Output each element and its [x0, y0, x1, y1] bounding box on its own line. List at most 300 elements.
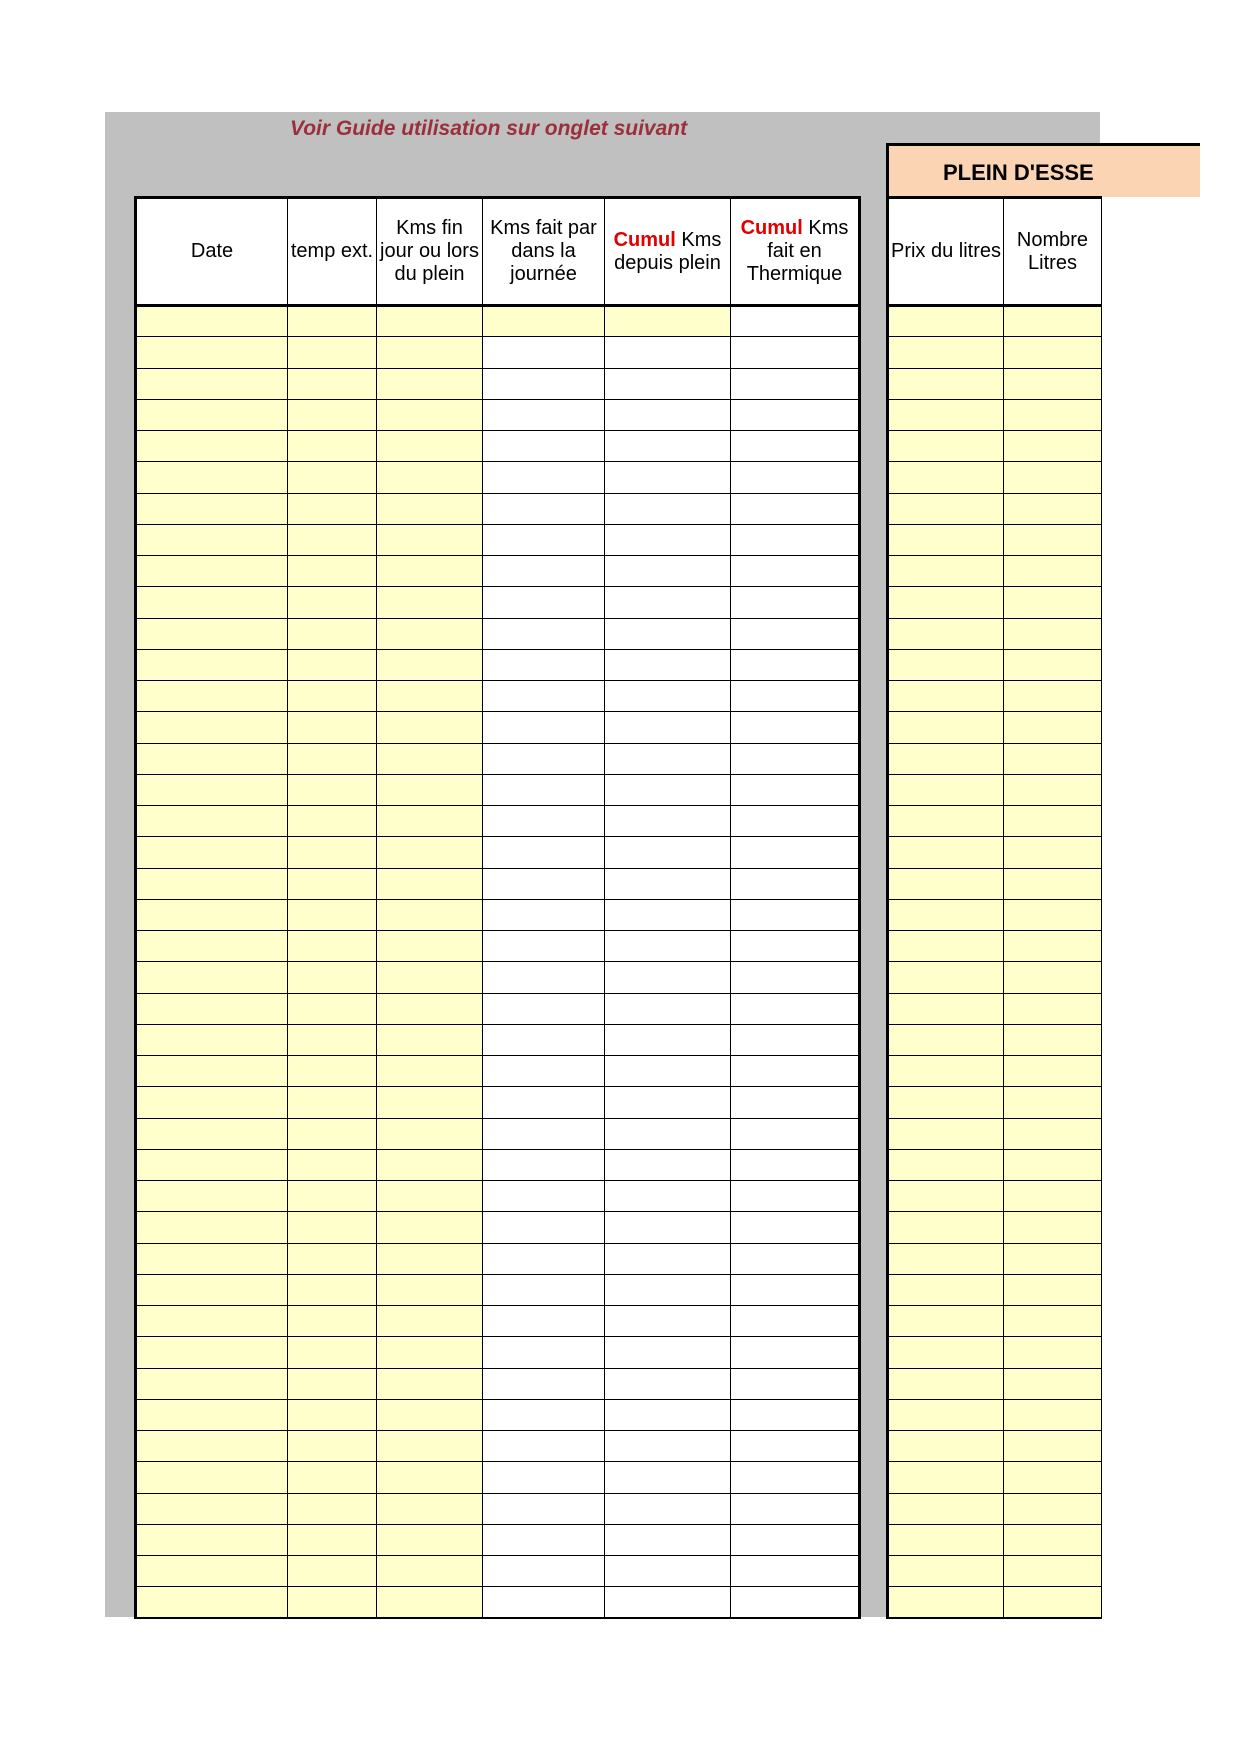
cell-prix[interactable]	[888, 1087, 1004, 1118]
cell-nombre[interactable]	[1004, 868, 1102, 899]
cell-cumul-thermique[interactable]	[731, 806, 860, 837]
cell-cumul-plein[interactable]	[605, 587, 731, 618]
cell-date[interactable]	[136, 1399, 288, 1430]
cell-cumul-thermique[interactable]	[731, 462, 860, 493]
cell-date[interactable]	[136, 931, 288, 962]
cell-kms-fin[interactable]	[377, 868, 483, 899]
cell-prix[interactable]	[888, 649, 1004, 680]
cell-kms-fin[interactable]	[377, 837, 483, 868]
cell-temp[interactable]	[288, 712, 377, 743]
cell-cumul-plein[interactable]	[605, 399, 731, 430]
cell-cumul-thermique[interactable]	[731, 1056, 860, 1087]
cell-temp[interactable]	[288, 1212, 377, 1243]
cell-temp[interactable]	[288, 1368, 377, 1399]
cell-cumul-thermique[interactable]	[731, 649, 860, 680]
cell-cumul-plein[interactable]	[605, 681, 731, 712]
cell-prix[interactable]	[888, 1587, 1004, 1618]
cell-nombre[interactable]	[1004, 1212, 1102, 1243]
cell-cumul-plein[interactable]	[605, 1399, 731, 1430]
cell-cumul-plein[interactable]	[605, 1149, 731, 1180]
cell-nombre[interactable]	[1004, 962, 1102, 993]
cell-cumul-plein[interactable]	[605, 1181, 731, 1212]
cell-cumul-thermique[interactable]	[731, 1399, 860, 1430]
cell-kms-fait[interactable]	[483, 1118, 605, 1149]
cell-kms-fin[interactable]	[377, 337, 483, 368]
cell-kms-fait[interactable]	[483, 931, 605, 962]
cell-nombre[interactable]	[1004, 1399, 1102, 1430]
cell-temp[interactable]	[288, 806, 377, 837]
cell-cumul-thermique[interactable]	[731, 681, 860, 712]
cell-nombre[interactable]	[1004, 1274, 1102, 1305]
cell-date[interactable]	[136, 1462, 288, 1493]
cell-prix[interactable]	[888, 993, 1004, 1024]
cell-temp[interactable]	[288, 368, 377, 399]
cell-nombre[interactable]	[1004, 1587, 1102, 1618]
cell-temp[interactable]	[288, 649, 377, 680]
cell-cumul-thermique[interactable]	[731, 1556, 860, 1587]
cell-kms-fait[interactable]	[483, 1431, 605, 1462]
cell-kms-fait[interactable]	[483, 1181, 605, 1212]
cell-cumul-thermique[interactable]	[731, 1524, 860, 1555]
cell-date[interactable]	[136, 1274, 288, 1305]
cell-kms-fin[interactable]	[377, 368, 483, 399]
cell-kms-fin[interactable]	[377, 649, 483, 680]
cell-kms-fin[interactable]	[377, 1493, 483, 1524]
cell-date[interactable]	[136, 1337, 288, 1368]
cell-cumul-plein[interactable]	[605, 649, 731, 680]
cell-date[interactable]	[136, 1024, 288, 1055]
cell-kms-fait[interactable]	[483, 1524, 605, 1555]
cell-kms-fin[interactable]	[377, 1337, 483, 1368]
cell-kms-fin[interactable]	[377, 1212, 483, 1243]
cell-kms-fin[interactable]	[377, 962, 483, 993]
cell-kms-fin[interactable]	[377, 681, 483, 712]
cell-date[interactable]	[136, 743, 288, 774]
cell-cumul-thermique[interactable]	[731, 899, 860, 930]
cell-prix[interactable]	[888, 1556, 1004, 1587]
cell-cumul-plein[interactable]	[605, 931, 731, 962]
cell-temp[interactable]	[288, 743, 377, 774]
cell-temp[interactable]	[288, 962, 377, 993]
cell-cumul-plein[interactable]	[605, 1056, 731, 1087]
cell-cumul-plein[interactable]	[605, 1024, 731, 1055]
cell-cumul-plein[interactable]	[605, 1556, 731, 1587]
cell-nombre[interactable]	[1004, 1087, 1102, 1118]
cell-date[interactable]	[136, 587, 288, 618]
cell-cumul-plein[interactable]	[605, 743, 731, 774]
cell-cumul-thermique[interactable]	[731, 1087, 860, 1118]
cell-cumul-thermique[interactable]	[731, 1243, 860, 1274]
cell-cumul-plein[interactable]	[605, 1087, 731, 1118]
cell-prix[interactable]	[888, 1181, 1004, 1212]
cell-cumul-plein[interactable]	[605, 1524, 731, 1555]
cell-kms-fin[interactable]	[377, 774, 483, 805]
cell-kms-fait[interactable]	[483, 712, 605, 743]
cell-kms-fin[interactable]	[377, 1149, 483, 1180]
cell-cumul-plein[interactable]	[605, 993, 731, 1024]
cell-cumul-plein[interactable]	[605, 1368, 731, 1399]
cell-cumul-thermique[interactable]	[731, 1149, 860, 1180]
cell-cumul-plein[interactable]	[605, 806, 731, 837]
cell-cumul-thermique[interactable]	[731, 1493, 860, 1524]
cell-cumul-plein[interactable]	[605, 493, 731, 524]
cell-cumul-plein[interactable]	[605, 1462, 731, 1493]
cell-prix[interactable]	[888, 1056, 1004, 1087]
cell-cumul-plein[interactable]	[605, 556, 731, 587]
cell-cumul-plein[interactable]	[605, 1274, 731, 1305]
cell-nombre[interactable]	[1004, 462, 1102, 493]
cell-kms-fait[interactable]	[483, 993, 605, 1024]
cell-kms-fait[interactable]	[483, 649, 605, 680]
cell-cumul-thermique[interactable]	[731, 993, 860, 1024]
cell-cumul-plein[interactable]	[605, 1431, 731, 1462]
cell-nombre[interactable]	[1004, 431, 1102, 462]
cell-kms-fin[interactable]	[377, 1587, 483, 1618]
cell-cumul-plein[interactable]	[605, 1118, 731, 1149]
cell-nombre[interactable]	[1004, 1181, 1102, 1212]
cell-nombre[interactable]	[1004, 556, 1102, 587]
cell-kms-fait[interactable]	[483, 306, 605, 337]
cell-nombre[interactable]	[1004, 368, 1102, 399]
cell-kms-fait[interactable]	[483, 1024, 605, 1055]
cell-kms-fait[interactable]	[483, 587, 605, 618]
cell-temp[interactable]	[288, 431, 377, 462]
cell-kms-fin[interactable]	[377, 1243, 483, 1274]
cell-temp[interactable]	[288, 587, 377, 618]
cell-kms-fait[interactable]	[483, 1493, 605, 1524]
cell-temp[interactable]	[288, 1587, 377, 1618]
cell-kms-fait[interactable]	[483, 899, 605, 930]
cell-kms-fait[interactable]	[483, 1337, 605, 1368]
cell-date[interactable]	[136, 899, 288, 930]
cell-cumul-thermique[interactable]	[731, 712, 860, 743]
cell-temp[interactable]	[288, 1181, 377, 1212]
cell-date[interactable]	[136, 1212, 288, 1243]
cell-date[interactable]	[136, 993, 288, 1024]
cell-date[interactable]	[136, 618, 288, 649]
cell-nombre[interactable]	[1004, 399, 1102, 430]
cell-nombre[interactable]	[1004, 587, 1102, 618]
cell-nombre[interactable]	[1004, 993, 1102, 1024]
cell-nombre[interactable]	[1004, 524, 1102, 555]
cell-kms-fait[interactable]	[483, 1212, 605, 1243]
cell-nombre[interactable]	[1004, 1149, 1102, 1180]
cell-temp[interactable]	[288, 337, 377, 368]
cell-cumul-plein[interactable]	[605, 1587, 731, 1618]
cell-nombre[interactable]	[1004, 337, 1102, 368]
cell-prix[interactable]	[888, 306, 1004, 337]
cell-temp[interactable]	[288, 1243, 377, 1274]
cell-nombre[interactable]	[1004, 743, 1102, 774]
cell-cumul-thermique[interactable]	[731, 1118, 860, 1149]
cell-cumul-plein[interactable]	[605, 774, 731, 805]
cell-prix[interactable]	[888, 1337, 1004, 1368]
cell-nombre[interactable]	[1004, 712, 1102, 743]
cell-kms-fait[interactable]	[483, 337, 605, 368]
cell-kms-fait[interactable]	[483, 837, 605, 868]
cell-prix[interactable]	[888, 931, 1004, 962]
cell-nombre[interactable]	[1004, 493, 1102, 524]
cell-temp[interactable]	[288, 493, 377, 524]
cell-kms-fait[interactable]	[483, 1399, 605, 1430]
cell-kms-fait[interactable]	[483, 1462, 605, 1493]
cell-temp[interactable]	[288, 1306, 377, 1337]
cell-prix[interactable]	[888, 1524, 1004, 1555]
cell-temp[interactable]	[288, 993, 377, 1024]
cell-date[interactable]	[136, 493, 288, 524]
cell-prix[interactable]	[888, 1399, 1004, 1430]
cell-cumul-plein[interactable]	[605, 1493, 731, 1524]
cell-nombre[interactable]	[1004, 806, 1102, 837]
cell-temp[interactable]	[288, 1524, 377, 1555]
cell-temp[interactable]	[288, 556, 377, 587]
cell-kms-fait[interactable]	[483, 868, 605, 899]
cell-temp[interactable]	[288, 1556, 377, 1587]
cell-cumul-thermique[interactable]	[731, 931, 860, 962]
cell-temp[interactable]	[288, 899, 377, 930]
cell-date[interactable]	[136, 774, 288, 805]
cell-cumul-plein[interactable]	[605, 1306, 731, 1337]
cell-prix[interactable]	[888, 743, 1004, 774]
cell-prix[interactable]	[888, 462, 1004, 493]
cell-kms-fin[interactable]	[377, 1431, 483, 1462]
cell-cumul-plein[interactable]	[605, 837, 731, 868]
cell-kms-fin[interactable]	[377, 493, 483, 524]
cell-cumul-thermique[interactable]	[731, 1431, 860, 1462]
cell-temp[interactable]	[288, 618, 377, 649]
cell-kms-fin[interactable]	[377, 1024, 483, 1055]
cell-date[interactable]	[136, 868, 288, 899]
cell-temp[interactable]	[288, 1462, 377, 1493]
cell-date[interactable]	[136, 1368, 288, 1399]
cell-cumul-plein[interactable]	[605, 1337, 731, 1368]
cell-nombre[interactable]	[1004, 618, 1102, 649]
cell-date[interactable]	[136, 1243, 288, 1274]
cell-date[interactable]	[136, 556, 288, 587]
cell-prix[interactable]	[888, 1306, 1004, 1337]
cell-cumul-thermique[interactable]	[731, 618, 860, 649]
cell-cumul-thermique[interactable]	[731, 524, 860, 555]
cell-cumul-thermique[interactable]	[731, 587, 860, 618]
cell-cumul-plein[interactable]	[605, 899, 731, 930]
cell-nombre[interactable]	[1004, 681, 1102, 712]
cell-kms-fin[interactable]	[377, 1056, 483, 1087]
cell-cumul-plein[interactable]	[605, 462, 731, 493]
cell-prix[interactable]	[888, 1024, 1004, 1055]
cell-kms-fin[interactable]	[377, 556, 483, 587]
cell-kms-fait[interactable]	[483, 462, 605, 493]
cell-date[interactable]	[136, 462, 288, 493]
cell-kms-fin[interactable]	[377, 899, 483, 930]
cell-nombre[interactable]	[1004, 1524, 1102, 1555]
cell-date[interactable]	[136, 399, 288, 430]
cell-kms-fin[interactable]	[377, 993, 483, 1024]
cell-date[interactable]	[136, 1556, 288, 1587]
cell-cumul-thermique[interactable]	[731, 774, 860, 805]
cell-nombre[interactable]	[1004, 1493, 1102, 1524]
cell-nombre[interactable]	[1004, 1368, 1102, 1399]
cell-kms-fin[interactable]	[377, 306, 483, 337]
cell-kms-fait[interactable]	[483, 806, 605, 837]
cell-temp[interactable]	[288, 1024, 377, 1055]
cell-cumul-thermique[interactable]	[731, 743, 860, 774]
cell-prix[interactable]	[888, 837, 1004, 868]
cell-prix[interactable]	[888, 524, 1004, 555]
cell-prix[interactable]	[888, 899, 1004, 930]
cell-date[interactable]	[136, 649, 288, 680]
cell-temp[interactable]	[288, 462, 377, 493]
cell-date[interactable]	[136, 712, 288, 743]
cell-cumul-plein[interactable]	[605, 337, 731, 368]
cell-temp[interactable]	[288, 306, 377, 337]
cell-cumul-plein[interactable]	[605, 368, 731, 399]
cell-kms-fait[interactable]	[483, 1368, 605, 1399]
cell-date[interactable]	[136, 962, 288, 993]
cell-temp[interactable]	[288, 681, 377, 712]
cell-kms-fait[interactable]	[483, 1056, 605, 1087]
cell-date[interactable]	[136, 1149, 288, 1180]
cell-date[interactable]	[136, 524, 288, 555]
cell-nombre[interactable]	[1004, 931, 1102, 962]
cell-cumul-thermique[interactable]	[731, 1462, 860, 1493]
cell-nombre[interactable]	[1004, 1243, 1102, 1274]
cell-nombre[interactable]	[1004, 1024, 1102, 1055]
cell-cumul-thermique[interactable]	[731, 1212, 860, 1243]
cell-date[interactable]	[136, 1587, 288, 1618]
cell-date[interactable]	[136, 368, 288, 399]
cell-kms-fin[interactable]	[377, 462, 483, 493]
cell-cumul-thermique[interactable]	[731, 306, 860, 337]
cell-cumul-plein[interactable]	[605, 431, 731, 462]
cell-kms-fin[interactable]	[377, 1556, 483, 1587]
cell-cumul-thermique[interactable]	[731, 368, 860, 399]
cell-temp[interactable]	[288, 1274, 377, 1305]
cell-nombre[interactable]	[1004, 899, 1102, 930]
cell-date[interactable]	[136, 1056, 288, 1087]
cell-prix[interactable]	[888, 712, 1004, 743]
cell-kms-fin[interactable]	[377, 524, 483, 555]
cell-cumul-thermique[interactable]	[731, 1181, 860, 1212]
cell-temp[interactable]	[288, 774, 377, 805]
cell-prix[interactable]	[888, 962, 1004, 993]
cell-prix[interactable]	[888, 337, 1004, 368]
cell-kms-fin[interactable]	[377, 1462, 483, 1493]
cell-prix[interactable]	[888, 774, 1004, 805]
cell-prix[interactable]	[888, 587, 1004, 618]
cell-temp[interactable]	[288, 1087, 377, 1118]
cell-nombre[interactable]	[1004, 1556, 1102, 1587]
cell-date[interactable]	[136, 681, 288, 712]
cell-cumul-thermique[interactable]	[731, 431, 860, 462]
cell-nombre[interactable]	[1004, 1462, 1102, 1493]
cell-date[interactable]	[136, 1493, 288, 1524]
cell-kms-fin[interactable]	[377, 587, 483, 618]
cell-temp[interactable]	[288, 837, 377, 868]
cell-prix[interactable]	[888, 1149, 1004, 1180]
cell-temp[interactable]	[288, 1149, 377, 1180]
cell-date[interactable]	[136, 337, 288, 368]
cell-kms-fait[interactable]	[483, 1243, 605, 1274]
cell-prix[interactable]	[888, 368, 1004, 399]
cell-date[interactable]	[136, 306, 288, 337]
cell-prix[interactable]	[888, 1212, 1004, 1243]
cell-temp[interactable]	[288, 931, 377, 962]
cell-cumul-thermique[interactable]	[731, 1368, 860, 1399]
cell-kms-fin[interactable]	[377, 1368, 483, 1399]
cell-nombre[interactable]	[1004, 1056, 1102, 1087]
cell-kms-fin[interactable]	[377, 1181, 483, 1212]
cell-cumul-plein[interactable]	[605, 868, 731, 899]
cell-cumul-plein[interactable]	[605, 524, 731, 555]
cell-nombre[interactable]	[1004, 1306, 1102, 1337]
cell-date[interactable]	[136, 431, 288, 462]
cell-prix[interactable]	[888, 493, 1004, 524]
cell-prix[interactable]	[888, 556, 1004, 587]
cell-date[interactable]	[136, 1306, 288, 1337]
cell-nombre[interactable]	[1004, 649, 1102, 680]
cell-temp[interactable]	[288, 1118, 377, 1149]
cell-kms-fait[interactable]	[483, 399, 605, 430]
cell-cumul-thermique[interactable]	[731, 399, 860, 430]
cell-kms-fait[interactable]	[483, 1556, 605, 1587]
cell-temp[interactable]	[288, 524, 377, 555]
cell-kms-fait[interactable]	[483, 1587, 605, 1618]
cell-date[interactable]	[136, 837, 288, 868]
cell-cumul-plein[interactable]	[605, 712, 731, 743]
cell-kms-fait[interactable]	[483, 493, 605, 524]
cell-kms-fin[interactable]	[377, 1118, 483, 1149]
cell-kms-fin[interactable]	[377, 1399, 483, 1430]
cell-kms-fait[interactable]	[483, 681, 605, 712]
cell-cumul-plein[interactable]	[605, 1212, 731, 1243]
cell-cumul-thermique[interactable]	[731, 1024, 860, 1055]
cell-date[interactable]	[136, 806, 288, 837]
cell-kms-fait[interactable]	[483, 774, 605, 805]
cell-cumul-thermique[interactable]	[731, 1306, 860, 1337]
cell-cumul-thermique[interactable]	[731, 837, 860, 868]
cell-date[interactable]	[136, 1431, 288, 1462]
cell-prix[interactable]	[888, 1462, 1004, 1493]
cell-kms-fin[interactable]	[377, 1087, 483, 1118]
cell-temp[interactable]	[288, 1493, 377, 1524]
cell-cumul-thermique[interactable]	[731, 493, 860, 524]
cell-prix[interactable]	[888, 399, 1004, 430]
cell-kms-fin[interactable]	[377, 1306, 483, 1337]
cell-nombre[interactable]	[1004, 774, 1102, 805]
cell-temp[interactable]	[288, 399, 377, 430]
cell-kms-fait[interactable]	[483, 743, 605, 774]
cell-cumul-thermique[interactable]	[731, 1587, 860, 1618]
cell-kms-fait[interactable]	[483, 1306, 605, 1337]
cell-cumul-thermique[interactable]	[731, 337, 860, 368]
cell-kms-fin[interactable]	[377, 1274, 483, 1305]
cell-date[interactable]	[136, 1087, 288, 1118]
cell-kms-fin[interactable]	[377, 618, 483, 649]
cell-kms-fin[interactable]	[377, 399, 483, 430]
cell-kms-fait[interactable]	[483, 431, 605, 462]
cell-temp[interactable]	[288, 1337, 377, 1368]
cell-date[interactable]	[136, 1181, 288, 1212]
cell-kms-fait[interactable]	[483, 962, 605, 993]
cell-prix[interactable]	[888, 1243, 1004, 1274]
cell-date[interactable]	[136, 1118, 288, 1149]
cell-temp[interactable]	[288, 868, 377, 899]
cell-kms-fin[interactable]	[377, 431, 483, 462]
cell-cumul-thermique[interactable]	[731, 962, 860, 993]
cell-cumul-thermique[interactable]	[731, 868, 860, 899]
cell-prix[interactable]	[888, 1493, 1004, 1524]
cell-kms-fait[interactable]	[483, 618, 605, 649]
